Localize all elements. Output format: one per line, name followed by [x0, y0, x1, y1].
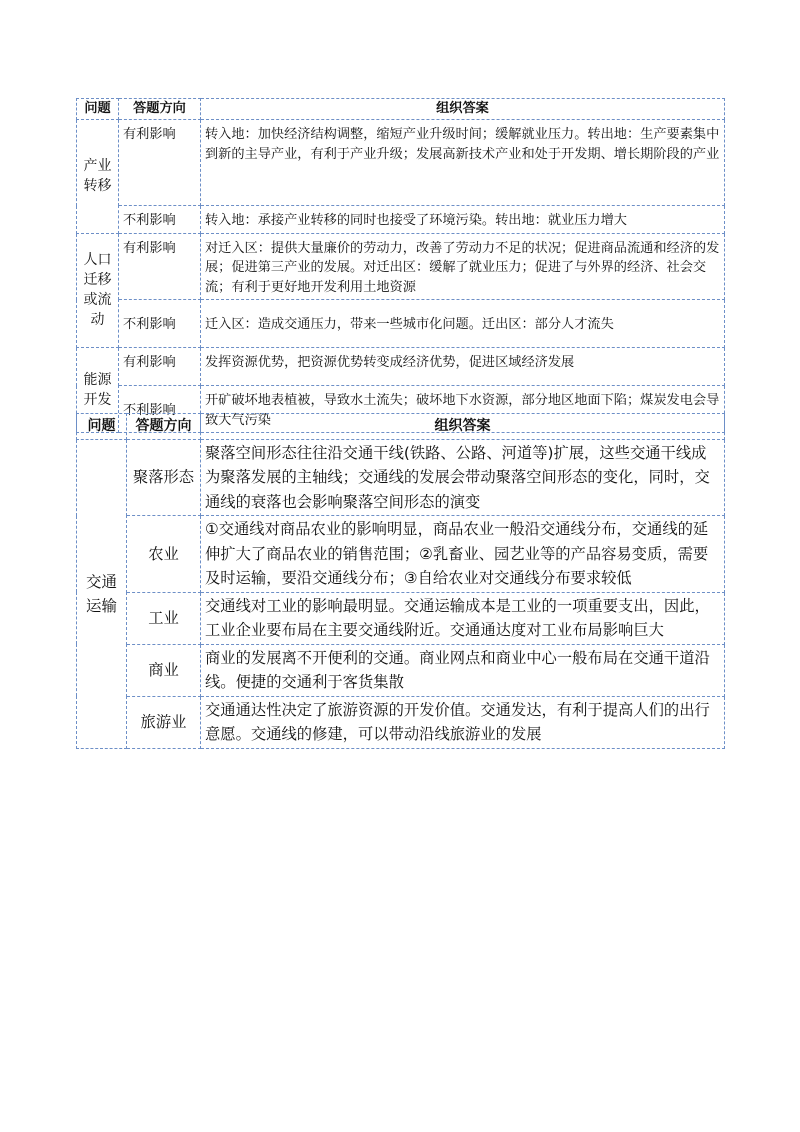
table-row	[77, 439, 725, 516]
table-row	[77, 233, 725, 300]
answer-cell: 转入地：承接产业转移的同时也接受了环境污染。转出地：就业压力增大	[201, 206, 725, 234]
direction-cell: 不利影响	[119, 300, 201, 348]
header-answer: 组织答案	[201, 414, 725, 440]
table-row	[77, 696, 725, 748]
topic-cell: 人口迁移或流动	[77, 233, 119, 348]
direction-cell: 旅游业	[127, 696, 201, 748]
table-header-row	[77, 414, 725, 440]
answer-cell: 转入地：加快经济结构调整，缩短产业升级时间；缓解就业压力。转出地：生产要素集中到新的主导产业，有利于产业升级；发展高新技术产业和处于开发期、增长期阶段的产业	[201, 120, 725, 206]
answer-table-2	[76, 413, 725, 749]
answer-cell: 交通线对工业的影响最明显。交通运输成本是工业的一项重要支出，因此，工业企业要布局在主要交通线附近。交通通达度对工业布局影响巨大	[201, 592, 725, 644]
header-topic: 问题	[77, 414, 127, 440]
answer-cell: 发挥资源优势，把资源优势转变成经济优势，促进区域经济发展	[201, 348, 725, 386]
topic-cell: 交通运输	[77, 439, 127, 748]
table-row	[77, 644, 725, 696]
header-answer: 组织答案	[201, 99, 725, 120]
direction-cell: 不利影响	[119, 206, 201, 234]
direction-cell: 商业	[127, 644, 201, 696]
table-row	[77, 348, 725, 386]
direction-cell: 聚落形态	[127, 439, 201, 516]
topic-cell: 产业转移	[77, 120, 119, 234]
topic-cell: 能源开发	[77, 348, 119, 433]
answer-cell: 迁入区：造成交通压力，带来一些城市化问题。迁出区：部分人才流失	[201, 300, 725, 348]
answer-cell: 对迁入区：提供大量廉价的劳动力，改善了劳动力不足的状况；促进商品流通和经济的发展；促进第三产业的发展。对迁出区：缓解了就业压力；促进了与外界的经济、社会交流；有利于更好地开发利用土地资源	[201, 233, 725, 300]
table-header-row	[77, 99, 725, 120]
direction-cell: 不利影响	[119, 386, 201, 433]
header-direction: 答题方向	[119, 99, 201, 120]
answer-table-1	[76, 98, 725, 433]
table-row	[77, 206, 725, 234]
table-row	[77, 592, 725, 644]
table-row	[77, 300, 725, 348]
header-direction: 答题方向	[127, 414, 201, 440]
answer-cell: 开矿破坏地表植被，导致水土流失；破坏地下水资源，部分地区地面下陷；煤炭发电会导致大气污染	[201, 386, 725, 433]
answer-cell: 商业的发展离不开便利的交通。商业网点和商业中心一般布局在交通干道沿线。便捷的交通利于客货集散	[201, 644, 725, 696]
direction-cell: 有利影响	[119, 120, 201, 206]
table-row	[77, 516, 725, 593]
direction-cell: 工业	[127, 592, 201, 644]
answer-cell: 交通通达性决定了旅游资源的开发价值。交通发达，有利于提高人们的出行意愿。交通线的修建，可以带动沿线旅游业的发展	[201, 696, 725, 748]
direction-cell: 农业	[127, 516, 201, 593]
answer-cell: ①交通线对商品农业的影响明显，商品农业一般沿交通线分布，交通线的延伸扩大了商品农业的销售范围；②乳畜业、园艺业等的产品容易变质，需要及时运输，要沿交通线分布；③自给农业对交通线分布要求较低	[201, 516, 725, 593]
direction-cell: 有利影响	[119, 348, 201, 386]
answer-cell: 聚落空间形态往往沿交通干线(铁路、公路、河道等)扩展，这些交通干线成为聚落发展的主轴线；交通线的发展会带动聚落空间形态的变化，同时，交通线的衰落也会影响聚落空间形态的演变	[201, 439, 725, 516]
table-row	[77, 120, 725, 206]
header-topic: 问题	[77, 99, 119, 120]
direction-cell: 有利影响	[119, 233, 201, 300]
